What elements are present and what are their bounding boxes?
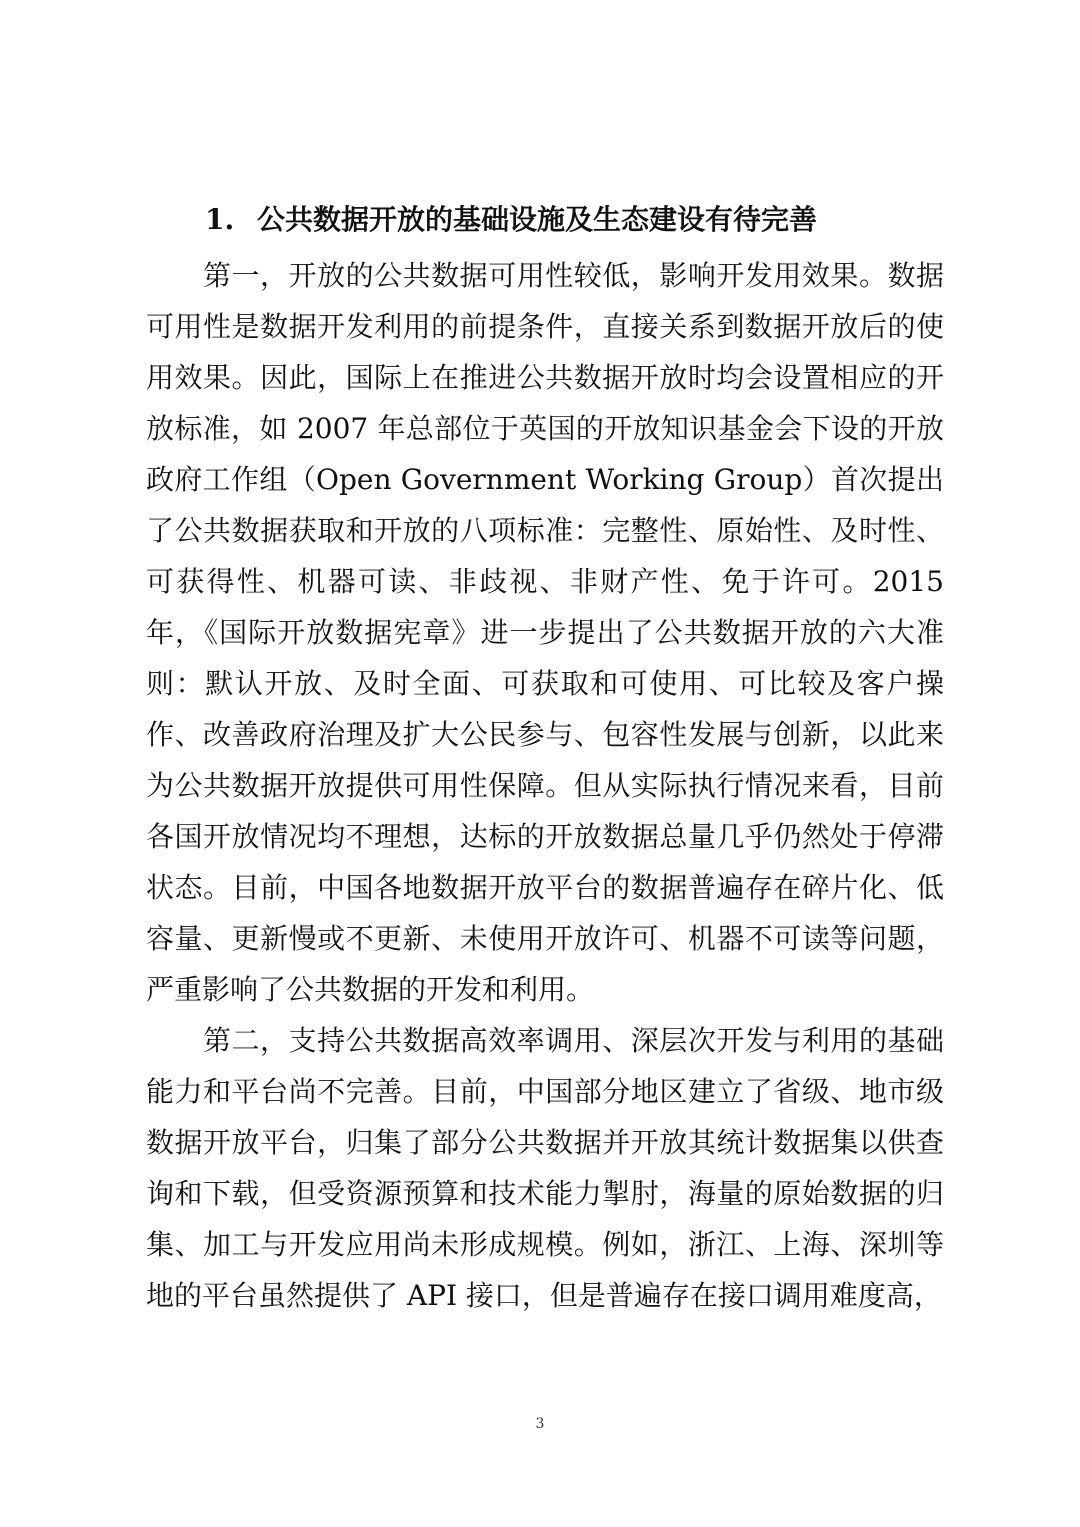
section-number: 1. (205, 203, 235, 236)
section-heading (205, 198, 965, 242)
section-title: 公共数据开放的基础设施及生态建设有待完善 (257, 203, 818, 236)
paragraph-1: 第一，开放的公共数据可用性较低，影响开发用效果。数据可用性是数据开发利用的前提条件，直接关系到数据开放后的使用效果。因此，国际上在推进公共数据开放时均会设置相应的开放标准，如 2007 年总部位于英国的开放知识基金会下设的开放政府工作组（Open Government Working Group）首次提出了公共数据获取和开放的八项标准：完整性、原始性、及时性、可获得性、机器可读、非歧视、非财产性、免于许可。2015 年，《国际开放数据宪章》进一步提出了公共数据开放的六大准则：默认开放、及时全面、可获取和可使用、可比较及客户操作、改善政府治理及扩大公民参与、包容性发展与创新，以此来为公共数据开放提供可用性保障。但从实际执行情况来看，目前各国开放情况均不理想，达标的开放数据总量几乎仍然处于停滞状态。目前，中国各地数据开放平台的数据普遍存在碎片化、低容量、更新慢或不更新、未使用开放许可、机器不可读等问题，严重影响了公共数据的开发和利用。 (146, 259, 944, 1006)
paragraph-2: 第二，支持公共数据高效率调用、深层次开发与利用的基础能力和平台尚不完善。目前，中国部分地区建立了省级、地市级数据开放平台，归集了部分公共数据并开放其统计数据集以供查询和下载，但受资源预算和技术能力掣肘，海量的原始数据的归集、加工与开发应用尚未形成规模。例如，浙江、上海、深圳等地的平台虽然提供了 API 接口，但是普遍存在接口调用难度高， (146, 1024, 944, 1312)
page-number: 3 (535, 1416, 545, 1432)
